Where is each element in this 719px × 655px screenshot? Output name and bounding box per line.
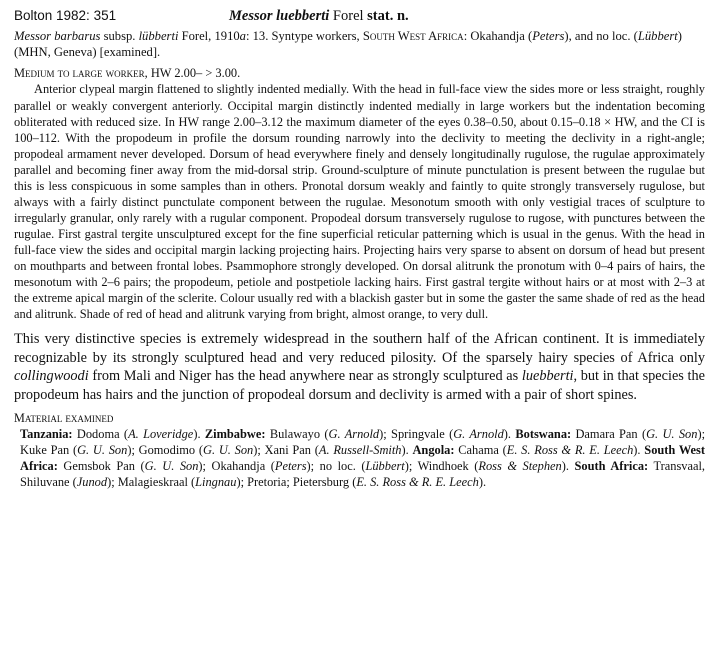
material-text: Transvaal, Shiluvane ( [20, 459, 706, 490]
material-locality-region: South Africa: [574, 459, 649, 474]
material-text: ). [503, 427, 516, 442]
material-locality-region: Botswana: [515, 427, 572, 442]
material-text: ); Gomodimo ( [127, 443, 203, 458]
synonymy-text: ), and no loc. ( [564, 29, 638, 43]
material-locality-region: South West Africa: [20, 443, 705, 474]
material-collector: G. U. Son [203, 443, 254, 458]
material-collector: Lingnau [195, 475, 237, 490]
synonymy-text: : Okahandja ( [463, 29, 533, 43]
material-collector: A. Russell-Smith [318, 443, 402, 458]
material-text: ); Kuke Pan ( [20, 427, 706, 458]
worker-description [14, 65, 705, 322]
worker-hw-range: , HW 2.00– > 3.00. [144, 66, 241, 81]
material-text: ); Malagieskraal ( [107, 475, 196, 490]
discussion-text: This very distinctive species is extremely widespread in the southern half of the African continent. It is immediately recognizable by its strongly sculptured head and very reduced pilosity. Of the sparsely hairy species of Africa only [14, 331, 705, 366]
synonymy-entry [14, 28, 705, 60]
discussion-text: from Mali and Niger has the head anywhere near as strongly sculptured as [88, 368, 522, 385]
discussion-species: luebberti [521, 368, 574, 385]
worker-heading: Medium to large worker [14, 66, 145, 81]
material-locality-region: Angola: [412, 443, 455, 458]
material-collector: G. U. Son [144, 459, 199, 474]
synonymy-collector: Peters [532, 29, 565, 43]
material-text: Damara Pan ( [571, 427, 647, 442]
page-header [14, 6, 705, 26]
material-heading-text: Material examined [14, 410, 114, 425]
species-name: Messor luebberti [229, 8, 330, 24]
material-collector: Peters [274, 459, 307, 474]
source-citation: Bolton 1982: 351 [14, 8, 117, 23]
discussion-species: collingwoodi [14, 368, 89, 385]
material-locality-region: Tanzania: [20, 427, 73, 442]
material-text: Bulawayo ( [265, 427, 329, 442]
material-text: ); Springvale ( [379, 427, 454, 442]
material-text: Dodoma ( [72, 427, 129, 442]
worker-heading-line [14, 65, 705, 81]
material-heading [14, 411, 705, 427]
species-title [229, 6, 409, 26]
description-paragraph: Anterior clypeal margin flattened to slightly indented medially. With the head in full-face view the sides more or less straight, roughly parallel or weakly convergent anteriorly. Occipital margin distinctly indented medially in large workers but the indentation becoming obliterated with reduced size. In HW range 2.00–3.12 the maximum diameter of the eyes 0.38–0.50, about 0.15–0.18 × HW, and the CI is 100–112. With the propodeum in profile the dorsum rounding narrowly into the declivity to meeting the declivity in a right-angle; propodeal armament never developed. Dorsum of head everywhere finely and densely longitudinally rugulose, the rugulae approximately parallel and becoming finer away from the mid-dorsal strip. Ground-sculpture of minute punctulation is present between the rugulae but this is less conspicuous in some samples than in others. Pronotal dorsum weakly and faintly to quite strongly transversely rugulose, but always with a fairly distinct punctulate component between the rugulae. Mesonotum smooth with only vestigial traces of sculpture to irregularly granular, only rarely with a rugular component. Propodeal dorsum transversely rugulose to rugose, with punctures between the rugulae. First gastral tergite unsculptured except for the fine superficial reticular patterning which is usual in the genus. With the head in full-face view the sides and occipital margin lacking projecting hairs. Projecting hairs very sparse to absent on dorsum of head but present on mouthparts and between frontal lobes. Psammophore strongly developed. On dorsal alitrunk the pronotum with 0–4 pairs of hairs, the mesonotum with 2–6 pairs; the propodeum, petiole and postpetiole lacking hairs. First gastral tergite without hairs or at most with 2–3 at the extreme apical margin of the sclerite. Colour usually red with a blackish gaster but in some the gaster the same shade of red as the head and alitrunk. Shade of red of head and alitrunk varying from bright, almost orange, to very dull. [14, 82, 705, 322]
discussion-paragraph [14, 330, 705, 404]
synonymy-text: Forel, 1910 [178, 29, 240, 43]
material-collector: G. Arnold [328, 427, 380, 442]
material-text: ); Windhoek ( [404, 459, 479, 474]
synonymy-collector: Lübbert [637, 29, 678, 43]
discussion-text: , but in that species the propodeum has hairs and the junction of propodeal dorsum and declivity is armed with a pair of short spines. [14, 368, 705, 403]
material-text: ). [633, 443, 645, 458]
synonym-taxon: Messor barbarus [14, 29, 101, 43]
material-collector: Junod [76, 475, 108, 490]
material-collector: Lübbert [365, 459, 405, 474]
material-text: ); Pretoria; Pietersburg ( [236, 475, 357, 490]
material-text: ). [478, 475, 487, 490]
synonym-subspecies: lübberti [138, 29, 179, 43]
material-locality-region: Zimbabwe: [204, 427, 266, 442]
material-text: ). [561, 459, 575, 474]
material-collector: E. S. Ross & R. E. Leech [356, 475, 479, 490]
material-text: ). [193, 427, 205, 442]
species-author: Forel [329, 8, 368, 24]
material-list [14, 426, 705, 490]
material-collector: G. U. Son [646, 427, 698, 442]
material-collector: G. U. Son [77, 443, 128, 458]
synonymy-text: : 13. Syntype workers, [245, 29, 363, 43]
material-text: ); no loc. ( [306, 459, 366, 474]
material-text: Gemsbok Pan ( [57, 459, 145, 474]
material-collector: E. S. Ross & R. E. Leech [506, 443, 634, 458]
synonymy-text: ) (MHN, Geneva) [examined]. [14, 29, 682, 60]
synonymy-region: South West Africa [362, 29, 464, 43]
synonymy-text: subsp. [100, 29, 139, 43]
material-text: ); Xani Pan ( [253, 443, 319, 458]
material-collector: Ross & Stephen [478, 459, 562, 474]
material-text: Cahama ( [454, 443, 507, 458]
species-status: stat. n. [367, 8, 409, 24]
material-collector: G. Arnold [453, 427, 504, 442]
material-text: ). [401, 443, 413, 458]
material-collector: A. Loveridge [128, 427, 194, 442]
synonymy-year-suffix: a [239, 29, 246, 43]
material-text: ); Okahandja ( [198, 459, 275, 474]
